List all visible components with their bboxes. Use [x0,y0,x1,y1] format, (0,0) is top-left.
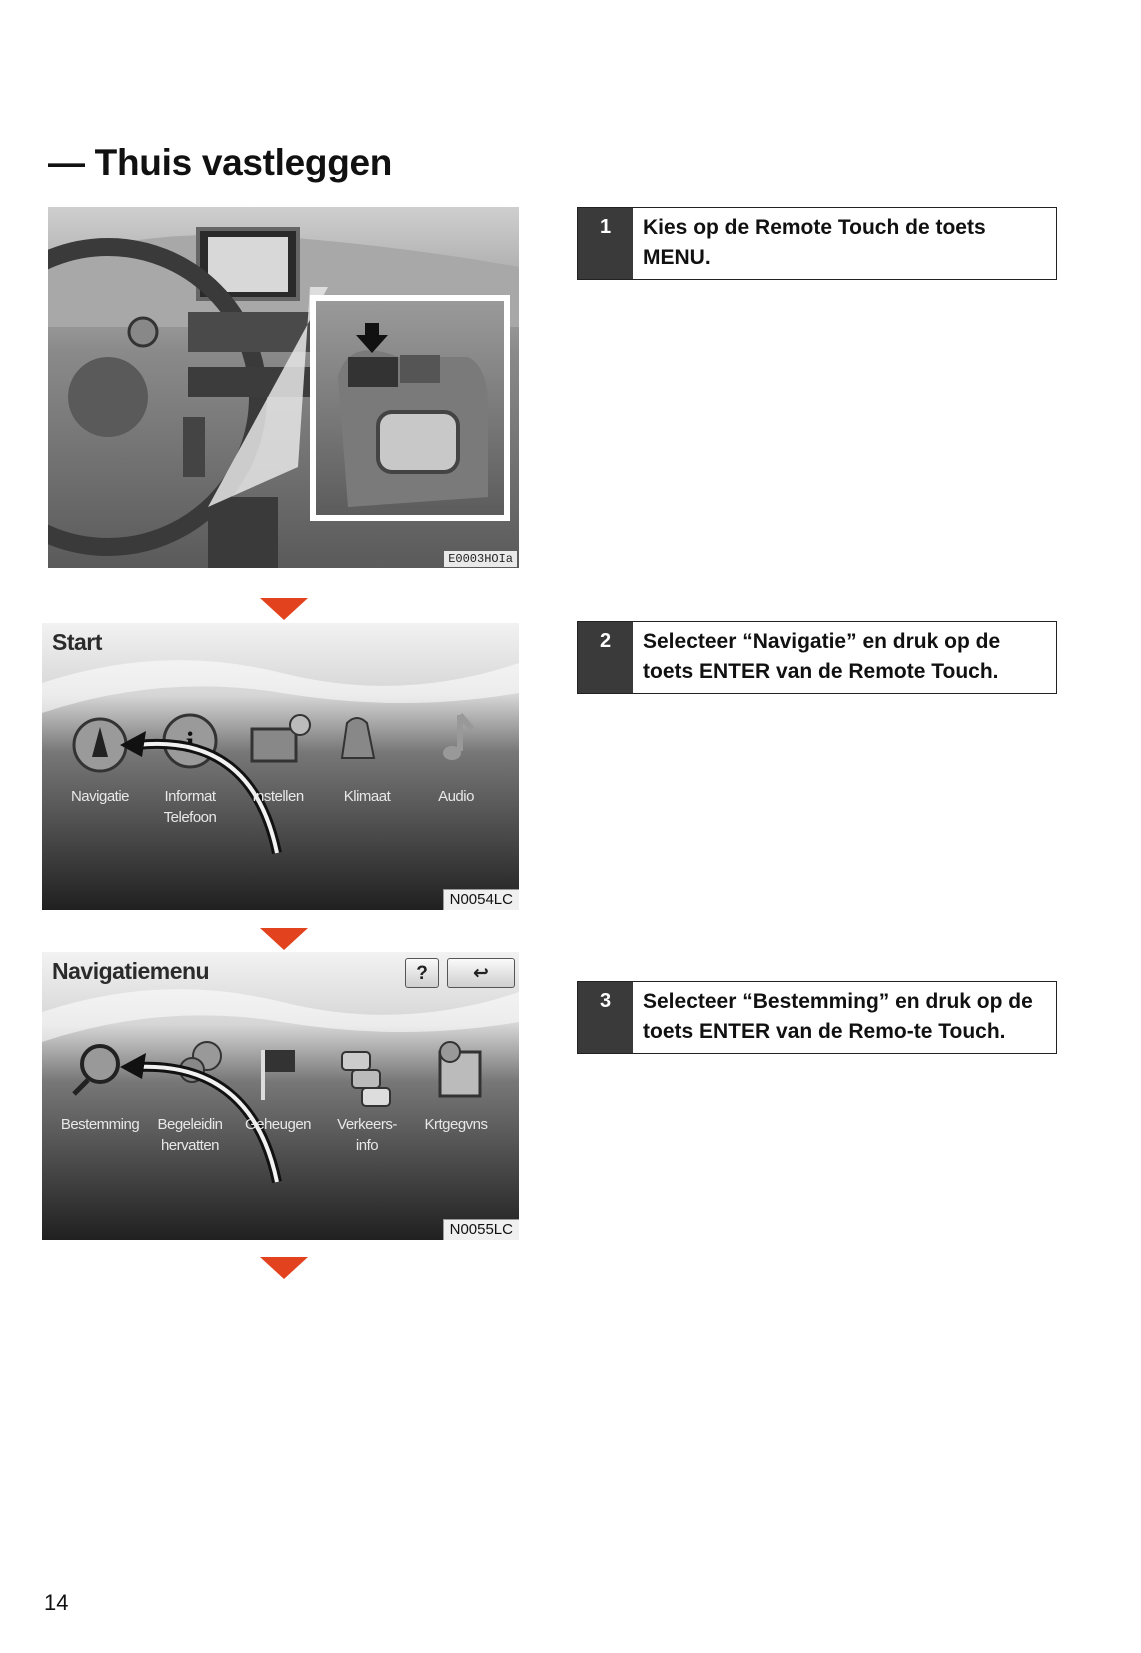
menu-item-navigatie[interactable]: Navigatie [70,788,130,805]
menu-item-kaartgegevens[interactable]: Krtgegvns [424,1116,488,1133]
nav-screen-title: Navigatiemenu [52,958,210,984]
step-number: 1 [578,208,633,279]
menu-item-geheugen[interactable]: Geheugen [244,1116,312,1133]
menu-item-begeleiding[interactable]: Begeleidin [157,1116,223,1133]
menu-item-klimaat[interactable]: Klimaat [343,788,391,805]
menu-item-informatie[interactable]: Informat [164,788,216,805]
help-button[interactable]: ? [405,958,439,988]
step-number: 3 [578,982,633,1053]
start-screen-background [42,623,519,910]
nav-menu-figure [42,952,519,1240]
menu-item-audio[interactable]: Audio [438,788,474,805]
step-text: Kies op de Remote Touch de toets MENU. [643,216,986,269]
step-number: 2 [578,622,633,693]
menu-item-verkeersinfo[interactable]: Verkeers- [337,1116,397,1133]
menu-item-begeleiding-sub: hervatten [160,1137,220,1154]
figure-code: N0055LC [443,1219,519,1240]
back-button[interactable]: ↩ [447,958,515,988]
menu-item-telefoon: Telefoon [163,809,217,826]
dashboard-illustration [48,207,519,568]
figure-code: N0054LC [443,889,519,910]
down-arrow-icon [260,598,308,620]
page-number: 14 [44,1590,69,1615]
svg-text:i: i [185,726,195,759]
step-text: Selecteer “Navigatie” en druk op de toets ENTER van de Remote Touch. [643,630,1001,683]
start-screen-title: Start [52,629,102,655]
start-screen-figure [42,623,519,910]
menu-item-verkeersinfo-sub: info [355,1137,379,1154]
dashboard-figure [48,207,519,568]
down-arrow-icon [260,1257,308,1279]
nav-screen-background [42,952,519,1240]
figure-code: E0003HOIa [444,551,517,567]
page-title: — Thuis vastleggen [48,142,393,183]
menu-item-bestemming[interactable]: Bestemming [60,1116,140,1133]
down-arrow-icon [260,928,308,950]
step-box-3 [577,981,1057,1054]
menu-item-instellen[interactable]: Instellen [252,788,304,805]
step-text: Selecteer “Bestemming” en druk op de toets ENTER van de Remo-te Touch. [643,990,1033,1043]
step-box-2 [577,621,1057,694]
step-box-1 [577,207,1057,280]
